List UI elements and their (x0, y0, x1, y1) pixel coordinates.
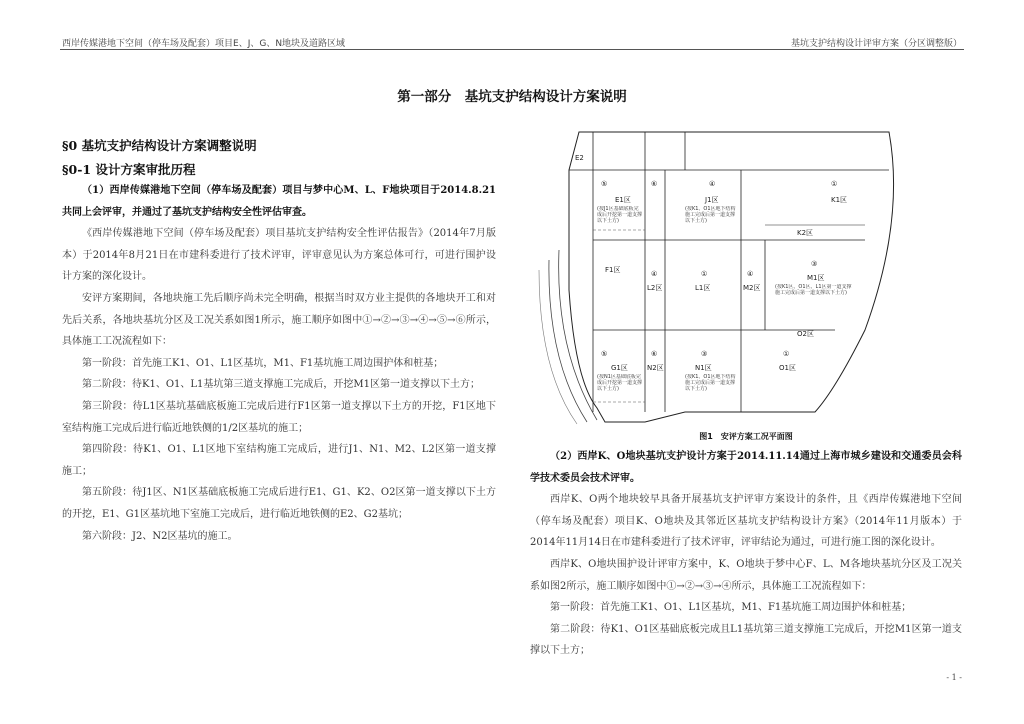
zone-note: (按N1区基础底板完成后开挖第一道支撑以下土方) (597, 374, 643, 392)
zone-label-m1: M1区 (807, 274, 825, 282)
circled-number: ⑤ (601, 350, 608, 358)
paragraph: 第五阶段：待J1区、N1区基础底板施工完成后进行E1、G1、K2、O2区第一道支撑以下土方的开挖，E1、G1区基坑地下室施工完成后，进行临近地铁侧的E2、G2基坑； (62, 487, 496, 520)
zone-note: (按K1区、O1区、L1区第一道支撑施工完成后第一道支撑以下土方) (775, 284, 852, 296)
circled-number: ① (701, 270, 708, 278)
zone-label-l1: L1区 (695, 284, 711, 292)
circled-number: ⑥ (651, 180, 658, 188)
circled-number: ③ (811, 260, 818, 268)
figure-caption: 图1 安评方案工况平面图 (699, 432, 793, 441)
header-left: 西岸传媒港地下空间（停车场及配套）项目E、J、G、N地块及道路区域 (62, 39, 346, 49)
zone-note: (按J1区基础底板完成后开挖第一道支撑以下土方) (597, 206, 643, 224)
right-column (530, 446, 962, 662)
paragraph: （1）西岸传媒港地下空间（停车场及配套）项目与梦中心M、L、F地块项目于2014.8.21共同上会评审，并通过了基坑支护结构安全性评估审查。 (62, 185, 496, 218)
zone-label-j1: J1区 (705, 196, 719, 204)
paragraph: 西岸K、O地块围护设计评审方案中，K、O地块于梦中心F、L、M各地块基坑分区及工况关系如图2所示，施工顺序如图中①→②→③→④所示，具体施工工况流程如下： (530, 558, 962, 592)
subsection-heading: §0-1 设计方案审批历程 (62, 162, 196, 177)
zone-label-n1: N1区 (695, 364, 712, 372)
paragraph: 第二阶段：待K1、O1区基础底板完成且L1基坑第三道支撑施工完成后，开挖M1区第一道支撑以下土方； (530, 623, 962, 657)
paragraph: 第四阶段：待K1、O1、L1区地下室结构施工完成后，进行J1、N1、M2、L2区第一道支撑施工； (62, 444, 496, 477)
header-divider (60, 49, 964, 50)
zone-label-e2: E2 (575, 154, 584, 162)
left-column (62, 180, 496, 547)
header-right: 基坑支护结构设计评审方案（分区调整版） (790, 39, 962, 49)
zone-label-f1: F1区 (605, 266, 621, 274)
zone-note: (按K1、O1区地下结构施工完成后第一道支撑以下土方) (685, 374, 736, 392)
page-title: 第一部分 基坑支护结构设计方案说明 (397, 89, 627, 105)
zone-label-o1: O1区 (779, 364, 796, 372)
circled-number: ⑥ (651, 350, 658, 358)
zone-label-l2: L2区 (647, 284, 663, 292)
zone-label-k2: K2区 (797, 229, 814, 237)
site-plan-figure (535, 130, 897, 426)
circled-number: ⑤ (601, 180, 608, 188)
paragraph: （2）西岸K、O地块基坑支护设计方案于2014.11.14通过上海市城乡建设和交通委员会科学技术委员会技术评审。 (530, 451, 962, 484)
circled-number: ① (783, 350, 790, 358)
section-heading: §0 基坑支护结构设计方案调整说明 (62, 138, 257, 153)
paragraph: 第三阶段：待L1区基坑基础底板施工完成后进行F1区第一道支撑以下土方的开挖，F1区地下室结构施工完成后进行临近地铁侧的1/2区基坑的施工； (62, 400, 496, 434)
circled-number: ④ (747, 270, 754, 278)
paragraph: 第六阶段：J2、N2区基坑的施工。 (82, 530, 238, 542)
paragraph: 第二阶段：待K1、O1、L1基坑第三道支撑施工完成后，开挖M1区第一道支撑以下土方； (82, 379, 480, 391)
paragraph: 西岸K、O两个地块较早具备开展基坑支护评审方案设计的条件，且《西岸传媒港地下空间（停车场及配套）项目K、O地块及其邻近区基坑支护结构设计方案》（2014年11月版本）于2014年11月14日在市建科委进行了技术评审，评审结论为通过，可进行施工图的深化设计。 (530, 494, 962, 549)
zone-label-o2: O2区 (797, 330, 814, 338)
zone-label-e1: E1区 (615, 196, 631, 204)
paragraph: 《西岸传媒港地下空间（停车场及配套）项目基坑支护结构安全性评估报告》（2014年7月版本）于2014年8月21日在市建科委进行了技术评审，评审意见认为方案总体可行，可进行围护设计方案的深化设计。 (62, 228, 496, 283)
circled-number: ③ (701, 350, 708, 358)
circled-number: ④ (709, 180, 716, 188)
zone-label-k1: K1区 (831, 196, 848, 204)
zone-note: (按K1、O1区地下结构施工完成后第一道支撑以下土方) (685, 206, 736, 224)
zone-label-n2: N2区 (647, 364, 664, 372)
circled-number: ④ (651, 270, 658, 278)
site-plan-drawing (535, 130, 897, 426)
zone-label-m2: M2区 (743, 284, 761, 292)
page-number: - 1 - (946, 673, 962, 682)
paragraph: 安评方案期间，各地块施工先后顺序尚未完全明确，根据当时双方业主提供的各地块开工和对先后关系，各地块基坑分区及工况关系如图1所示，施工顺序如图中①→②→③→④→⑤→⑥所示，具体施工工况流程如下： (62, 292, 496, 348)
circled-number: ① (831, 180, 838, 188)
paragraph: 第一阶段：首先施工K1、O1、L1区基坑，M1、F1基坑施工周边围护体和桩基； (82, 357, 444, 369)
paragraph: 第一阶段：首先施工K1、O1、L1区基坑，M1、F1基坑施工周边围护体和桩基； (550, 602, 912, 614)
zone-label-g1: G1区 (611, 364, 628, 372)
